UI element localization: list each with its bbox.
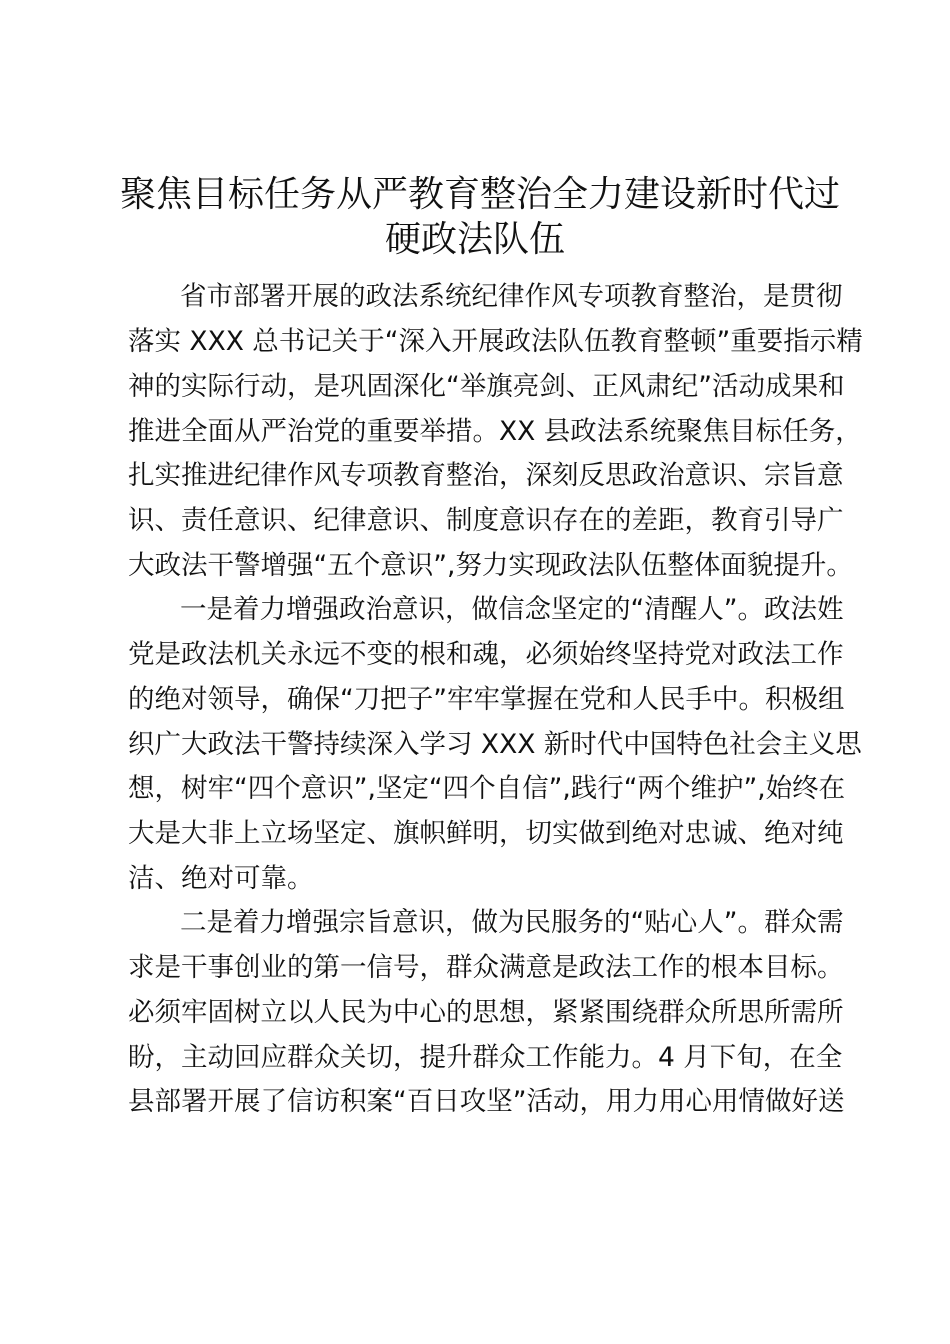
- paragraph-line: 一是着力增强政治意识，做信念坚定的“清醒人”。政法姓: [180, 594, 844, 625]
- paragraph-line: 的绝对领导，确保“刀把子”牢牢掌握在党和人民手中。积极组: [128, 684, 845, 715]
- paragraph-line: 大政法干警增强“五个意识”,努力实现政法队伍整体面貌提升。: [128, 550, 853, 581]
- paragraph-line: 二是着力增强宗旨意识，做为民服务的“贴心人”。群众需: [180, 907, 844, 938]
- paragraph-line: 大是大非上立场坚定、旗帜鲜明，切实做到绝对忠诚、绝对纯: [128, 818, 844, 849]
- paragraph-line: 神的实际行动，是巩固深化“举旗亮剑、正风肃纪”活动成果和: [128, 371, 845, 402]
- paragraph-line: 洁、绝对可靠。: [128, 863, 314, 894]
- paragraph-line: 县部署开展了信访积案“百日攻坚”活动，用力用心用情做好送: [128, 1086, 845, 1117]
- paragraph-line: 扎实推进纪律作风专项教育整治，深刻反思政治意识、宗旨意: [128, 460, 844, 491]
- document-title-line-1: 聚焦目标任务从严教育整治全力建设新时代过: [120, 174, 841, 215]
- paragraph-line: 省市部署开展的政法系统纪律作风专项教育整治，是贯彻: [180, 281, 843, 312]
- paragraph-line: 必须牢固树立以人民为中心的思想，紧紧围绕群众所思所需所: [128, 997, 844, 1028]
- paragraph-line: 推进全面从严治党的重要举措。XX 县政法系统聚焦目标任务，: [128, 416, 862, 447]
- paragraph-line: 盼，主动回应群众关切，提升群众工作能力。4 月下旬，在全: [128, 1042, 843, 1073]
- paragraph-line: 落实 XXX 总书记关于“深入开展政法队伍教育整顿”重要指示精: [128, 326, 863, 357]
- document-title-line-2: 硬政法队伍: [384, 219, 565, 260]
- paragraph-line: 求是干事创业的第一信号，群众满意是政法工作的根本目标。: [128, 952, 844, 983]
- paragraph-line: 织广大政法干警持续深入学习 XXX 新时代中国特色社会主义思: [128, 729, 862, 760]
- paragraph-line: 想，树牢“四个意识”,坚定“四个自信”,践行“两个维护”,始终在: [128, 773, 846, 804]
- paragraph-line: 识、责任意识、纪律意识、制度意识存在的差距，教育引导广: [128, 505, 844, 536]
- paragraph-line: 党是政法机关永远不变的根和魂，必须始终坚持党对政法工作: [128, 639, 844, 670]
